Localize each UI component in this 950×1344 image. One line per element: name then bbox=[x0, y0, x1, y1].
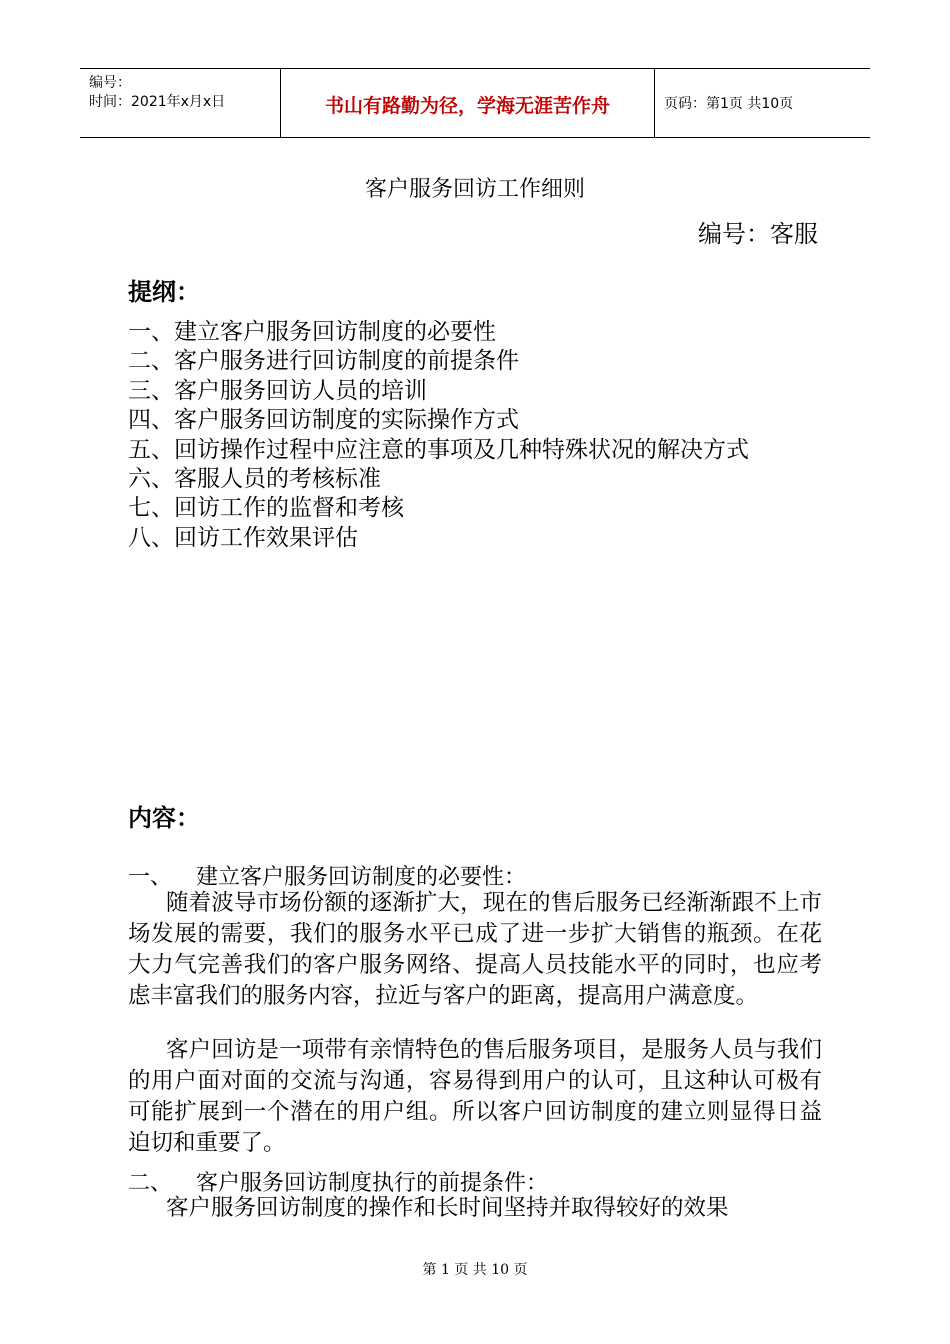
outline-list bbox=[128, 318, 749, 553]
outline-item: 七、回访工作的监督和考核 bbox=[128, 495, 404, 522]
page-footer: 第 1 页 共 10 页 bbox=[422, 1262, 528, 1278]
section-title: 建立客户服务回访制度的必要性： bbox=[196, 865, 527, 890]
outline-item: 三、客户服务回访人员的培训 bbox=[128, 377, 427, 404]
header-number-label: 编号： bbox=[89, 75, 131, 91]
section-title: 客户服务回访制度执行的前提条件： bbox=[196, 1171, 549, 1196]
outline-item: 八、回访工作效果评估 bbox=[128, 524, 358, 551]
outline-item: 五、回访操作过程中应注意的事项及几种特殊状况的解决方式 bbox=[128, 436, 749, 463]
outline-item: 六、客服人员的考核标准 bbox=[128, 466, 381, 493]
document-number: 编号：客服 bbox=[698, 220, 818, 248]
body-paragraph: 随着波导市场份额的逐渐扩大，现在的售后服务已经渐渐跟不上市场发展的需要，我们的服务水平已成了进一步扩大销售的瓶颈。在花大力气完善我们的客户服务网络、提高人员技能水平的同时，也应考虑丰富我们的服务内容，拉近与客户的距离，提高用户满意度。 bbox=[128, 890, 822, 1009]
header-meta-cell bbox=[80, 69, 281, 137]
outline-item: 四、客户服务回访制度的实际操作方式 bbox=[128, 407, 519, 434]
outline-item: 一、建立客户服务回访制度的必要性 bbox=[128, 319, 496, 345]
section-heading bbox=[128, 860, 526, 891]
header-page-info: 页码：第1页 共10页 bbox=[664, 96, 794, 112]
header-motto: 书山有路勤为径，学海无涯苦作舟 bbox=[324, 95, 610, 117]
outline-item: 二、客户服务进行回访制度的前提条件 bbox=[128, 348, 519, 375]
section-number: 二、 bbox=[128, 1171, 173, 1196]
outline-heading: 提纲： bbox=[128, 278, 200, 306]
content-heading: 内容： bbox=[128, 804, 200, 832]
body-paragraph: 客户服务回访制度的操作和长时间坚持并取得较好的效果 bbox=[166, 1195, 729, 1221]
header-motto-cell bbox=[281, 69, 655, 137]
document-title: 客户服务回访工作细则 bbox=[364, 177, 585, 202]
section-number: 一、 bbox=[128, 865, 173, 890]
page-header bbox=[80, 68, 870, 138]
header-page-cell bbox=[655, 69, 870, 137]
body-paragraph: 客户回访是一项带有亲情特色的售后服务项目，是服务人员与我们的用户面对面的交流与沟通，容易得到用户的认可，且这种认可极有可能扩展到一个潜在的用户组。所以客户回访制度的建立则显得日益迫切和重要了。 bbox=[128, 1037, 822, 1156]
header-date-label: 时间：2021年x月x日 bbox=[89, 94, 226, 110]
